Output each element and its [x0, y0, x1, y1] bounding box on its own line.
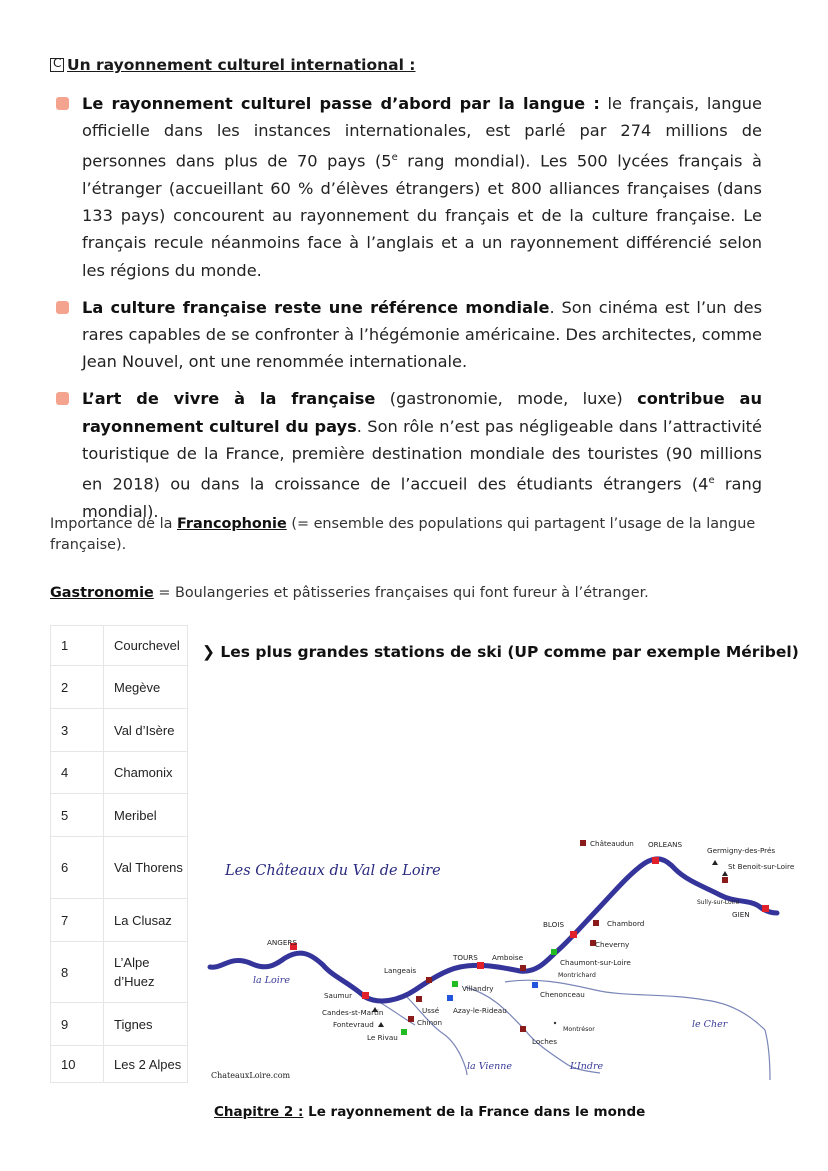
bullet-text: le français, langue officielle dans les instances internationales, est parlé par 274 millions de personnes dans plus de 70 pays (5	[82, 94, 762, 171]
tours-marker	[477, 962, 484, 969]
abbey-icon	[712, 860, 718, 865]
gastronomie-paragraph	[50, 583, 780, 604]
gastronomie-term: Gastronomie	[50, 585, 154, 601]
abbey-icon	[722, 871, 728, 876]
bullet-text: (gastronomie, mode, luxe)	[375, 389, 638, 409]
orleans-marker	[652, 857, 659, 864]
place-label: Loches	[532, 1037, 557, 1046]
amboise-marker	[520, 965, 526, 971]
place-label: Fontevraud	[333, 1020, 374, 1029]
bullet-lead: contribue au rayonnement culturel du pays	[82, 389, 763, 436]
langeais-marker	[426, 977, 432, 983]
place-label: GIEN	[732, 910, 750, 919]
table-row	[51, 794, 188, 837]
station-cell: L’Alpe d’Huez	[104, 942, 188, 1003]
rank-cell: 4	[51, 752, 104, 794]
bullet-list	[56, 90, 762, 535]
place-label: Langeais	[384, 966, 417, 975]
place-label: ANGERS	[267, 938, 297, 947]
place-label: ORLEANS	[648, 840, 683, 849]
indre-label: L’Indre	[570, 1061, 604, 1072]
para-text: Importance de la	[50, 516, 177, 532]
station-cell: Chamonix	[104, 752, 188, 794]
place-label: Chaumont-sur-Loire	[560, 958, 631, 967]
map-title: Les Châteaux du Val de Loire	[225, 863, 441, 879]
loire-river	[210, 859, 777, 1001]
place-label: Chenonceau	[540, 990, 585, 999]
azay-marker	[447, 995, 453, 1001]
rank-cell: 9	[51, 1003, 104, 1046]
table-row	[51, 626, 188, 666]
superscript: e	[708, 475, 715, 487]
place-label: Montrichard	[558, 972, 596, 979]
rank-cell: 2	[51, 666, 104, 709]
bullet-square-icon	[56, 392, 69, 405]
rank-cell: 3	[51, 709, 104, 752]
table-row	[51, 899, 188, 942]
bullet-lead: La culture française reste une référence mondiale	[82, 297, 550, 317]
usse-marker	[416, 996, 422, 1002]
station-cell: Les 2 Alpes	[104, 1046, 188, 1083]
chenonceau-marker	[532, 982, 538, 988]
place-label: Saumur	[324, 991, 353, 1000]
bullet-text: . Son rôle n’est pas négligeable dans l’attractivité touristique de la France, première destination mondiale des touristes (90 millions en 2018) ou dans la croissance de l’accueil des étudiants étrangers (4	[82, 416, 762, 494]
chapter-label: Chapitre 2 :	[214, 1104, 304, 1120]
ski-title-text: Les plus grandes stations de ski (UP comme par exemple Méribel)	[220, 643, 799, 661]
place-label: Azay-le-Rideau	[453, 1006, 507, 1015]
ski-stations-table	[50, 625, 188, 1083]
map-credit: ChateauxLoire.com	[211, 1071, 291, 1080]
table-row	[51, 666, 188, 709]
bullet-lead: L’art de vivre à la française	[82, 389, 376, 409]
place-label: Germigny-des-Prés	[707, 846, 776, 855]
rivau-marker	[401, 1029, 407, 1035]
saumur-marker	[362, 992, 369, 999]
station-cell: Courchevel	[104, 626, 188, 666]
para-text: = Boulangeries et pâtisseries françaises qui font fureur à l’étranger.	[153, 585, 649, 601]
rank-cell: 1	[51, 626, 104, 666]
chaumont-marker	[551, 949, 557, 955]
place-label: Sully-sur-Loire	[697, 899, 740, 906]
bullet-square-icon	[56, 97, 69, 110]
chateaudun-marker	[580, 840, 586, 846]
station-cell: La Clusaz	[104, 899, 188, 942]
francophonie-paragraph	[50, 514, 780, 556]
table-row	[51, 1046, 188, 1083]
bullet-square-icon	[56, 301, 69, 314]
station-cell: Meribel	[104, 794, 188, 837]
chambord-marker	[593, 920, 599, 926]
rank-cell: 5	[51, 794, 104, 837]
superscript: e	[391, 152, 398, 164]
rank-cell: 6	[51, 837, 104, 899]
table-row	[51, 942, 188, 1003]
blois-marker	[570, 931, 577, 938]
place-label: Candes-st-Martin	[322, 1008, 384, 1017]
table-row	[51, 837, 188, 899]
chinon-marker	[408, 1016, 414, 1022]
place-label: TOURS	[453, 953, 478, 962]
station-cell: Val d’Isère	[104, 709, 188, 752]
sully-marker	[722, 877, 728, 883]
villandry-marker	[452, 981, 458, 987]
para-text: (= ensemble des populations qui partagent l’usage de la langue française).	[50, 516, 756, 553]
bullet-art-de-vivre	[56, 385, 762, 524]
section-title-text: Un rayonnement culturel international :	[67, 56, 416, 74]
place-label: Chambord	[607, 919, 645, 928]
station-cell: Megève	[104, 666, 188, 709]
abbey-icon	[378, 1022, 384, 1027]
vienne-label: la Vienne	[467, 1061, 512, 1072]
francophonie-term: Francophonie	[177, 516, 287, 532]
place-label: Le Rivau	[367, 1033, 398, 1042]
bullet-langue	[56, 90, 762, 284]
place-label: Châteaudun	[590, 839, 634, 848]
loire-castles-map	[205, 825, 795, 1085]
place-label: BLOIS	[543, 920, 565, 929]
place-label: Cheverny	[595, 940, 630, 949]
place-label: St Benoit-sur-Loire	[728, 862, 795, 871]
table-row	[51, 752, 188, 794]
bullet-culture	[56, 294, 762, 376]
bullet-text: . Son cinéma est l’un des rares capables de se confronter à l’hégémonie américaine. Des architectes, comme Jean Nouvel, ont une renommée internationale.	[82, 297, 762, 372]
place-label: Chinon	[417, 1018, 443, 1027]
montresor-dot	[554, 1022, 556, 1024]
bullet-lead: Le rayonnement culturel passe d’abord par la langue :	[82, 94, 600, 113]
place-label: Amboise	[492, 953, 524, 962]
table-row	[51, 709, 188, 752]
rank-cell: 8	[51, 942, 104, 1003]
loches-marker	[520, 1026, 526, 1032]
table-row	[51, 1003, 188, 1046]
rank-cell: 7	[51, 899, 104, 942]
rank-cell: 10	[51, 1046, 104, 1083]
place-label: Villandry	[462, 984, 494, 993]
station-cell: Tignes	[104, 1003, 188, 1046]
section-title	[50, 56, 416, 74]
ski-title	[202, 643, 799, 661]
station-cell: Val Thorens	[104, 837, 188, 899]
gien-marker	[762, 905, 769, 912]
chapter-title: Le rayonnement de la France dans le monde	[303, 1104, 646, 1120]
cher-label: le Cher	[692, 1019, 728, 1030]
place-label: Montrésor	[563, 1026, 595, 1033]
bullet-text: rang mondial).	[82, 474, 762, 521]
chevron-right-icon: ❯	[202, 643, 215, 661]
place-label: Ussé	[422, 1006, 440, 1015]
chapter-footer	[214, 1104, 645, 1120]
letter-c-icon	[50, 58, 64, 72]
bullet-text: rang mondial). Les 500 lycées français à l’étranger (accueillant 60 % d’élèves étrangers) et 800 alliances françaises (dans 133 pays) concourent au rayonnement du français et de la culture française. Le français recule néanmoins face à l’anglais et a un rayonnement différencié selon les régions du monde.	[82, 151, 762, 280]
loire-label: la Loire	[253, 975, 290, 986]
